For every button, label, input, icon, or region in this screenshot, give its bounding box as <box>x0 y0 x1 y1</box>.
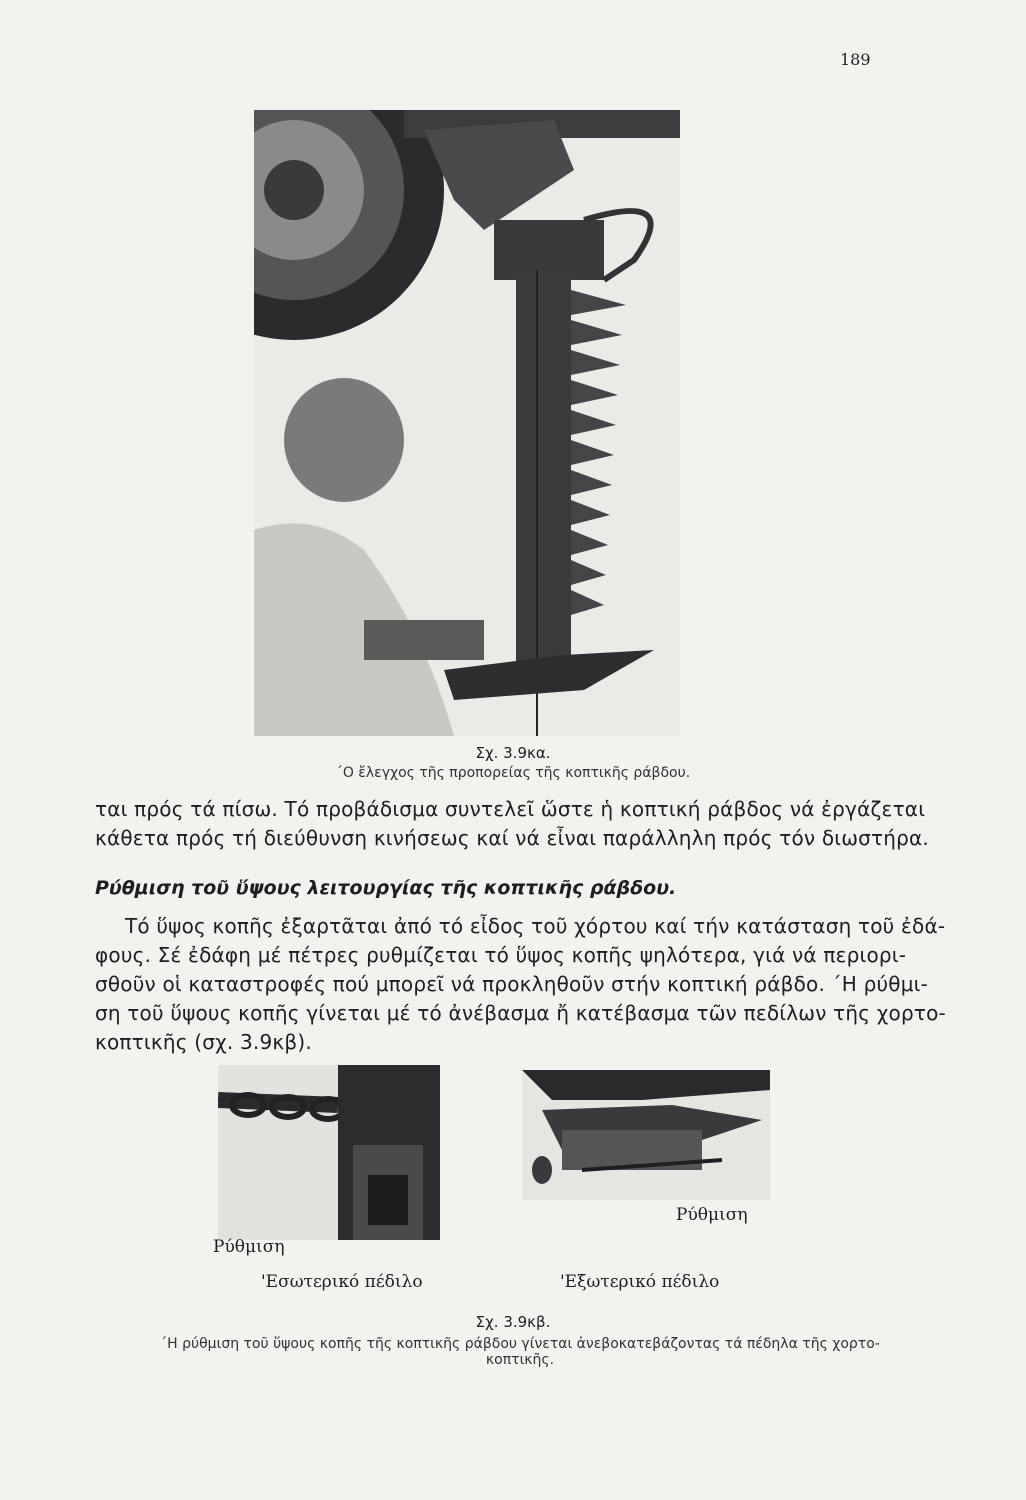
inner-shoe-photo <box>218 1065 440 1240</box>
figure-1-caption: ΄Ο ἔλεγχος τῆς προπορείας τῆς κοπτικῆς ράβδου. <box>335 765 691 781</box>
section-heading: Ρύθμιση τοῦ ὕψους λειτουργίας τῆς κοπτικῆς ράβδου. <box>95 877 677 899</box>
figure-2-caption-line: κοπτικῆς. <box>485 1352 555 1368</box>
paragraph-2-line: ση τοῦ ὕψους κοπῆς γίνεται μέ τό ἀνέβασμα ἤ κατέβασμα τῶν πεδίλων τῆς χορτο- <box>95 1001 946 1025</box>
outer-shoe-photo <box>522 1070 770 1200</box>
adjustment-label-right: Ρύθμιση <box>676 1205 748 1225</box>
figure-2-number: Σχ. 3.9κβ. <box>475 1313 551 1331</box>
outer-shoe-label: 'Εξωτερικό πέδιλο <box>560 1272 720 1292</box>
adjustment-label-left: Ρύθμιση <box>213 1237 285 1257</box>
paragraph-1 <box>95 795 929 853</box>
inner-shoe-label: 'Εσωτερικό πέδιλο <box>261 1272 423 1292</box>
figure-2-caption-line: ΄Η ρύθμιση τοῦ ὕψους κοπῆς τῆς κοπτικῆς ράβδου γίνεται ἀνεβοκατεβάζοντας τά πέδηλα τῆς χορτο- <box>160 1336 880 1352</box>
figure-2-caption <box>60 1336 980 1368</box>
paragraph-2-line: Τό ὕψος κοπῆς ἐξαρτᾶται ἀπό τό εἶδος τοῦ χόρτου καί τήν κατάσταση τοῦ ἐδά- <box>125 914 946 938</box>
paragraph-1-line: κάθετα πρός τή διεύθυνση κινήσεως καί νά εἶναι παράλληλη πρός τόν διωστήρα. <box>95 826 929 850</box>
paragraph-2-line: σθοῦν οἱ καταστροφές πού μπορεῖ νά προκληθοῦν στήν κοπτική ράβδο. ΄Η ρύθμι- <box>95 972 929 996</box>
mower-cutter-bar-photo <box>254 110 680 736</box>
paragraph-2-line: φους. Σέ ἐδάφη μέ πέτρες ρυθμίζεται τό ὕψος κοπῆς ψηλότερα, γιά νά περιορι- <box>95 943 907 967</box>
paragraph-1-line: ται πρός τά πίσω. Τό προβάδισμα συντελεῖ ὥστε ἡ κοπτική ράβδος νά ἐργάζεται <box>95 797 926 821</box>
paragraph-2 <box>95 912 946 1057</box>
figure-1-number: Σχ. 3.9κα. <box>475 744 551 762</box>
paragraph-2-line: κοπτικῆς (σχ. 3.9κβ). <box>95 1030 312 1054</box>
page-number: 189 <box>840 50 871 69</box>
